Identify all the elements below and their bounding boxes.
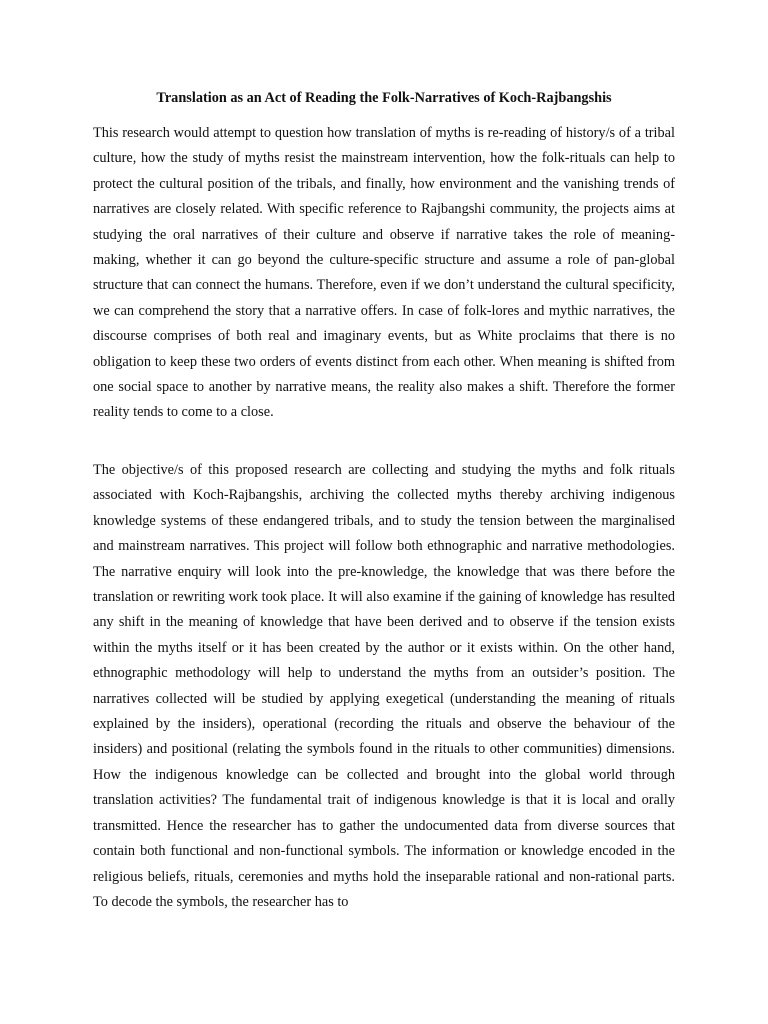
paragraph-objectives: The objective/s of this proposed research are collecting and studying the myths and folk rituals associated with Koch-Rajbangshis, archiving the collected myths thereby archiving indigenous knowledge systems of these endangered tribals, and to study the tension between the marginalised and mainstream narratives. This project will follow both ethnographic and narrative methodologies. The narrative enquiry will look into the pre-knowledge, the knowledge that was there before the translation or rewriting work took place. It will also examine if the gaining of knowledge has resulted any shift in the meaning of knowledge that have been derived and to observe if the tension exists within the myths itself or it has been created by the author or it exists within. On the other hand, ethnographic methodology will help to understand the myths from an outsider’s position. The narratives collected will be studied by applying exegetical (understanding the meaning of rituals explained by the insiders), operational (recording the rituals and observe the behaviour of the insiders) and positional (relating the symbols found in the rituals to other communities) dimensions. How the indigenous knowledge can be collected and brought into the global world through translation activities? The fundamental trait of indigenous knowledge is that it is local and orally transmitted. Hence the researcher has to gather the undocumented data from diverse sources that contain both functional and non-functional symbols. The information or knowledge encoded in the religious beliefs, rituals, ceremonies and myths hold the inseparable rational and non-rational parts. To decode the symbols, the researcher has to <box>93 462 675 910</box>
document-title: Translation as an Act of Reading the Folk-Narratives of Koch-Rajbangshis <box>156 90 612 106</box>
paragraph-research-aim: This research would attempt to question how translation of myths is re-reading of history/s of a tribal culture, how the study of myths resist the mainstream intervention, how the folk-rituals can help to protect the cultural position of the tribals, and finally, how environment and the vanishing trends of narratives are closely related. With specific reference to Rajbangshi community, the projects aims at studying the oral narratives of their culture and observe if narrative takes the role of meaning-making, whether it can go beyond the culture-specific structure and assume a role of pan-global structure that can connect the humans. Therefore, even if we don’t understand the cultural specificity, we can comprehend the story that a narrative offers. In case of folk-lores and mythic narratives, the discourse comprises of both real and imaginary events, but as White proclaims that there is no obligation to keep these two orders of events distinct from each other. When meaning is shifted from one social space to another by narrative means, the reality also makes a shift. Therefore the former reality tends to come to a close. <box>93 125 675 421</box>
